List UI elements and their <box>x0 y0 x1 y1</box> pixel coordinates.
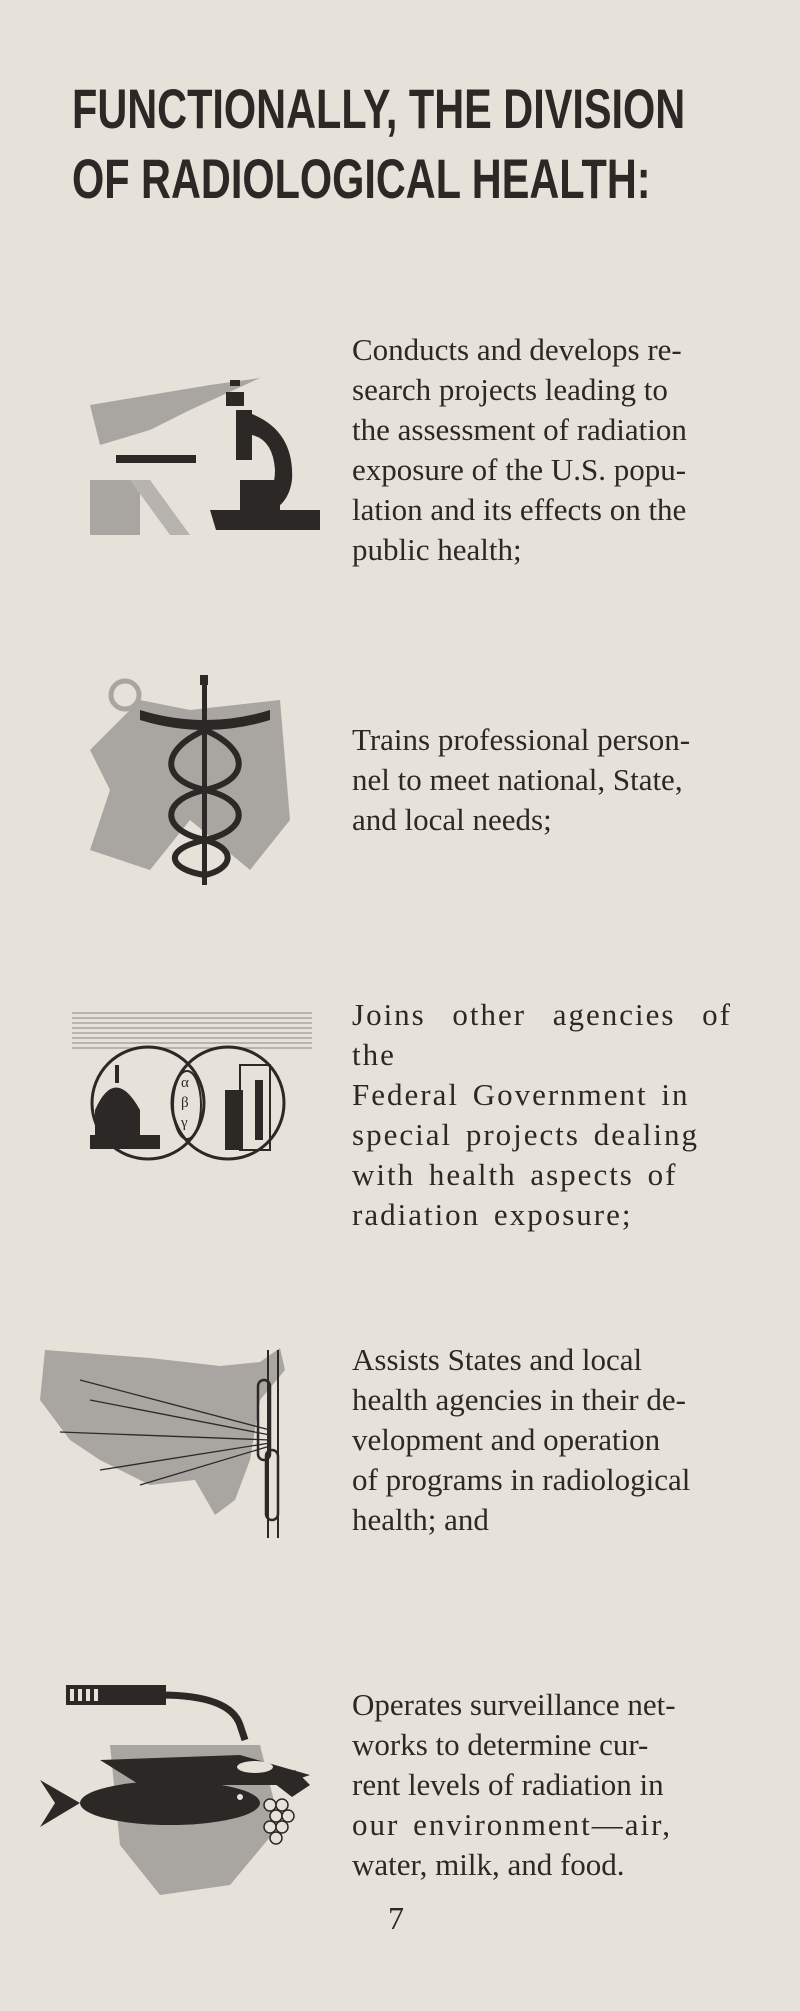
item-text: Joins other agencies of the Federal Government in special projects dealing with health aspects of radiation exposure; <box>352 997 732 1232</box>
food-and-environment-icon <box>30 1685 330 1945</box>
alpha-symbol: α <box>181 1075 189 1091</box>
heading-line-1: FUNCTIONALLY, THE DIVISION <box>72 77 686 140</box>
us-map-with-detector-icon <box>30 1340 330 1600</box>
page-number: 7 <box>388 1900 404 1936</box>
beta-symbol: β <box>181 1095 189 1111</box>
heading-line-2: OF RADIOLOGICAL HEALTH: <box>72 147 651 210</box>
gamma-symbol: γ <box>181 1115 188 1131</box>
page-heading <box>72 74 686 214</box>
caduceus-icon <box>30 670 330 930</box>
microscope-icon <box>30 330 330 590</box>
capitol-and-buildings-icon <box>30 1005 330 1265</box>
item-text: Trains professional person- nel to meet national, State, and local needs; <box>352 722 691 837</box>
item-text: Conducts and develops re- search projects leading to the assessment of radiation exposure of the U.S. popu- lation and its effects on the public health; <box>352 332 687 567</box>
item-text: Assists States and local health agencies in their de- velopment and operation of programs in radiological health; and <box>352 1342 691 1537</box>
item-text: Operates surveillance net- works to determine cur- rent levels of radiation in our environment—air, water, milk, and food. <box>352 1687 676 1882</box>
